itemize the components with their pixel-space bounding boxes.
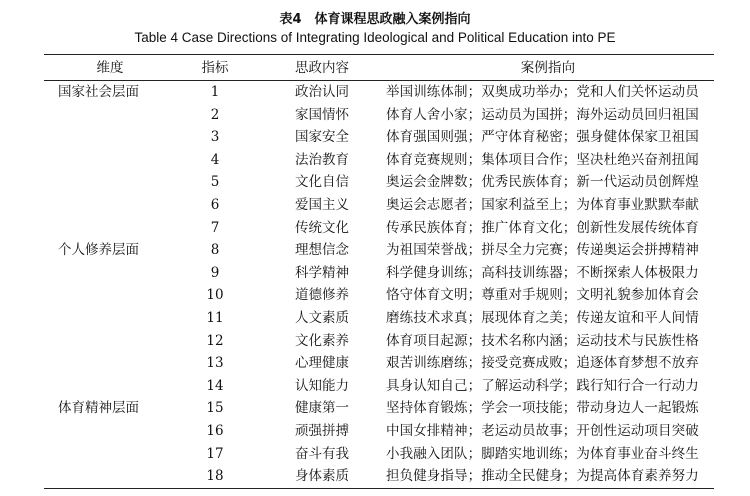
row-case: 中国女排精神；老运动员故事；开创性运动项目突破	[386, 423, 699, 439]
header-content: 思政内容	[295, 60, 349, 76]
row-index: 12	[206, 332, 224, 349]
row-case: 艰苦训练磨练；接受竞赛成败；追逐体育梦想不放弃	[386, 355, 699, 372]
row-content: 家国情怀	[295, 106, 349, 123]
dimension-label: 体育精神层面	[58, 400, 139, 417]
row-case: 为祖国荣誉战；拼尽全力完赛；传递奥运会拼搏精神	[386, 242, 699, 259]
row-index: 8	[210, 242, 220, 259]
row-case: 体育竞赛规则；集体项目合作；坚决杜绝兴奋剂扭闻	[386, 151, 699, 168]
row-index: 11	[206, 310, 224, 326]
row-index: 14	[206, 377, 224, 394]
row-case: 奥运会志愿者；国家利益至上；为体育事业默默奉献	[386, 197, 699, 213]
row-case: 体育人舍小家；运动员为国拼；海外运动员回归祖国	[386, 106, 699, 123]
row-case: 担负健身指导；推动全民健身；为提高体育素养努力	[386, 468, 699, 485]
table-bottom-rule	[44, 488, 714, 489]
row-index: 15	[206, 400, 224, 417]
row-index: 1	[210, 84, 220, 100]
row-content: 传统文化	[295, 219, 349, 236]
row-content: 国家安全	[295, 129, 349, 146]
row-case: 坚持体育锻炼；学会一项技能；带动身边人一起锻炼	[386, 400, 699, 417]
row-index: 6	[210, 197, 220, 213]
row-index: 4	[210, 151, 220, 168]
row-content: 人文素质	[295, 310, 349, 326]
row-content: 奋斗有我	[295, 445, 349, 462]
row-case: 体育强国则强；严守体育秘密；强身健体保家卫祖国	[386, 129, 699, 146]
row-index: 3	[210, 129, 220, 146]
row-index: 18	[206, 468, 224, 485]
header-dimension: 维度	[96, 60, 124, 76]
row-content: 理想信念	[295, 242, 349, 259]
row-case: 奥运会金牌数；优秀民族体育；新一代运动员创辉煌	[386, 174, 699, 191]
row-case: 科学健身训练；高科技训练器；不断探索人体极限力	[386, 264, 699, 281]
row-index: 2	[210, 106, 220, 123]
row-content: 身体素质	[295, 468, 349, 485]
row-content: 道德修养	[295, 287, 349, 304]
row-content: 文化自信	[295, 174, 349, 191]
table-top-rule	[44, 54, 714, 55]
row-content: 健康第一	[295, 400, 349, 417]
row-content: 政治认同	[295, 84, 349, 100]
row-case: 具身认知自己；了解运动科学；践行知行合一行动力	[386, 377, 699, 394]
row-content: 文化素养	[295, 332, 349, 349]
row-content: 认知能力	[295, 377, 349, 394]
row-case: 磨练技术求真；展现体育之美；传递友谊和平人间情	[386, 310, 699, 326]
dimension-label: 国家社会层面	[58, 84, 139, 100]
row-content: 爱国主义	[295, 197, 349, 213]
row-content: 科学精神	[295, 264, 349, 281]
table-caption-en: Table 4 Case Directions of Integrating Ideological and Political Education into PE	[134, 30, 616, 45]
row-index: 9	[210, 264, 220, 281]
row-case: 小我融入团队；脚踏实地训练；为体育事业奋斗终生	[386, 445, 699, 462]
dimension-label: 个人修养层面	[58, 242, 139, 259]
row-index: 7	[210, 219, 220, 236]
row-case: 举国训练体制；双奥成功举办；党和人们关怀运动员	[386, 84, 699, 100]
row-case: 传承民族体育；推广体育文化；创新性发展传统体育	[386, 219, 699, 236]
row-index: 10	[206, 287, 224, 304]
row-index: 13	[206, 355, 224, 372]
table-caption-cn: 表4 体育课程思政融入案例指向	[279, 12, 471, 27]
header-case: 案例指向	[520, 60, 576, 76]
row-content: 顽强拼搏	[295, 423, 349, 439]
row-case: 恪守体育文明；尊重对手规则；文明礼貌参加体育会	[386, 287, 699, 304]
row-content: 法治教育	[295, 151, 349, 168]
row-case: 体育项目起源；技术名称内涵；运动技术与民族性格	[386, 332, 699, 349]
row-content: 心理健康	[295, 355, 349, 372]
table-body	[0, 80, 750, 488]
row-index: 5	[210, 174, 220, 191]
row-index: 17	[206, 445, 224, 462]
header-index: 指标	[201, 60, 229, 76]
row-index: 16	[206, 423, 224, 439]
